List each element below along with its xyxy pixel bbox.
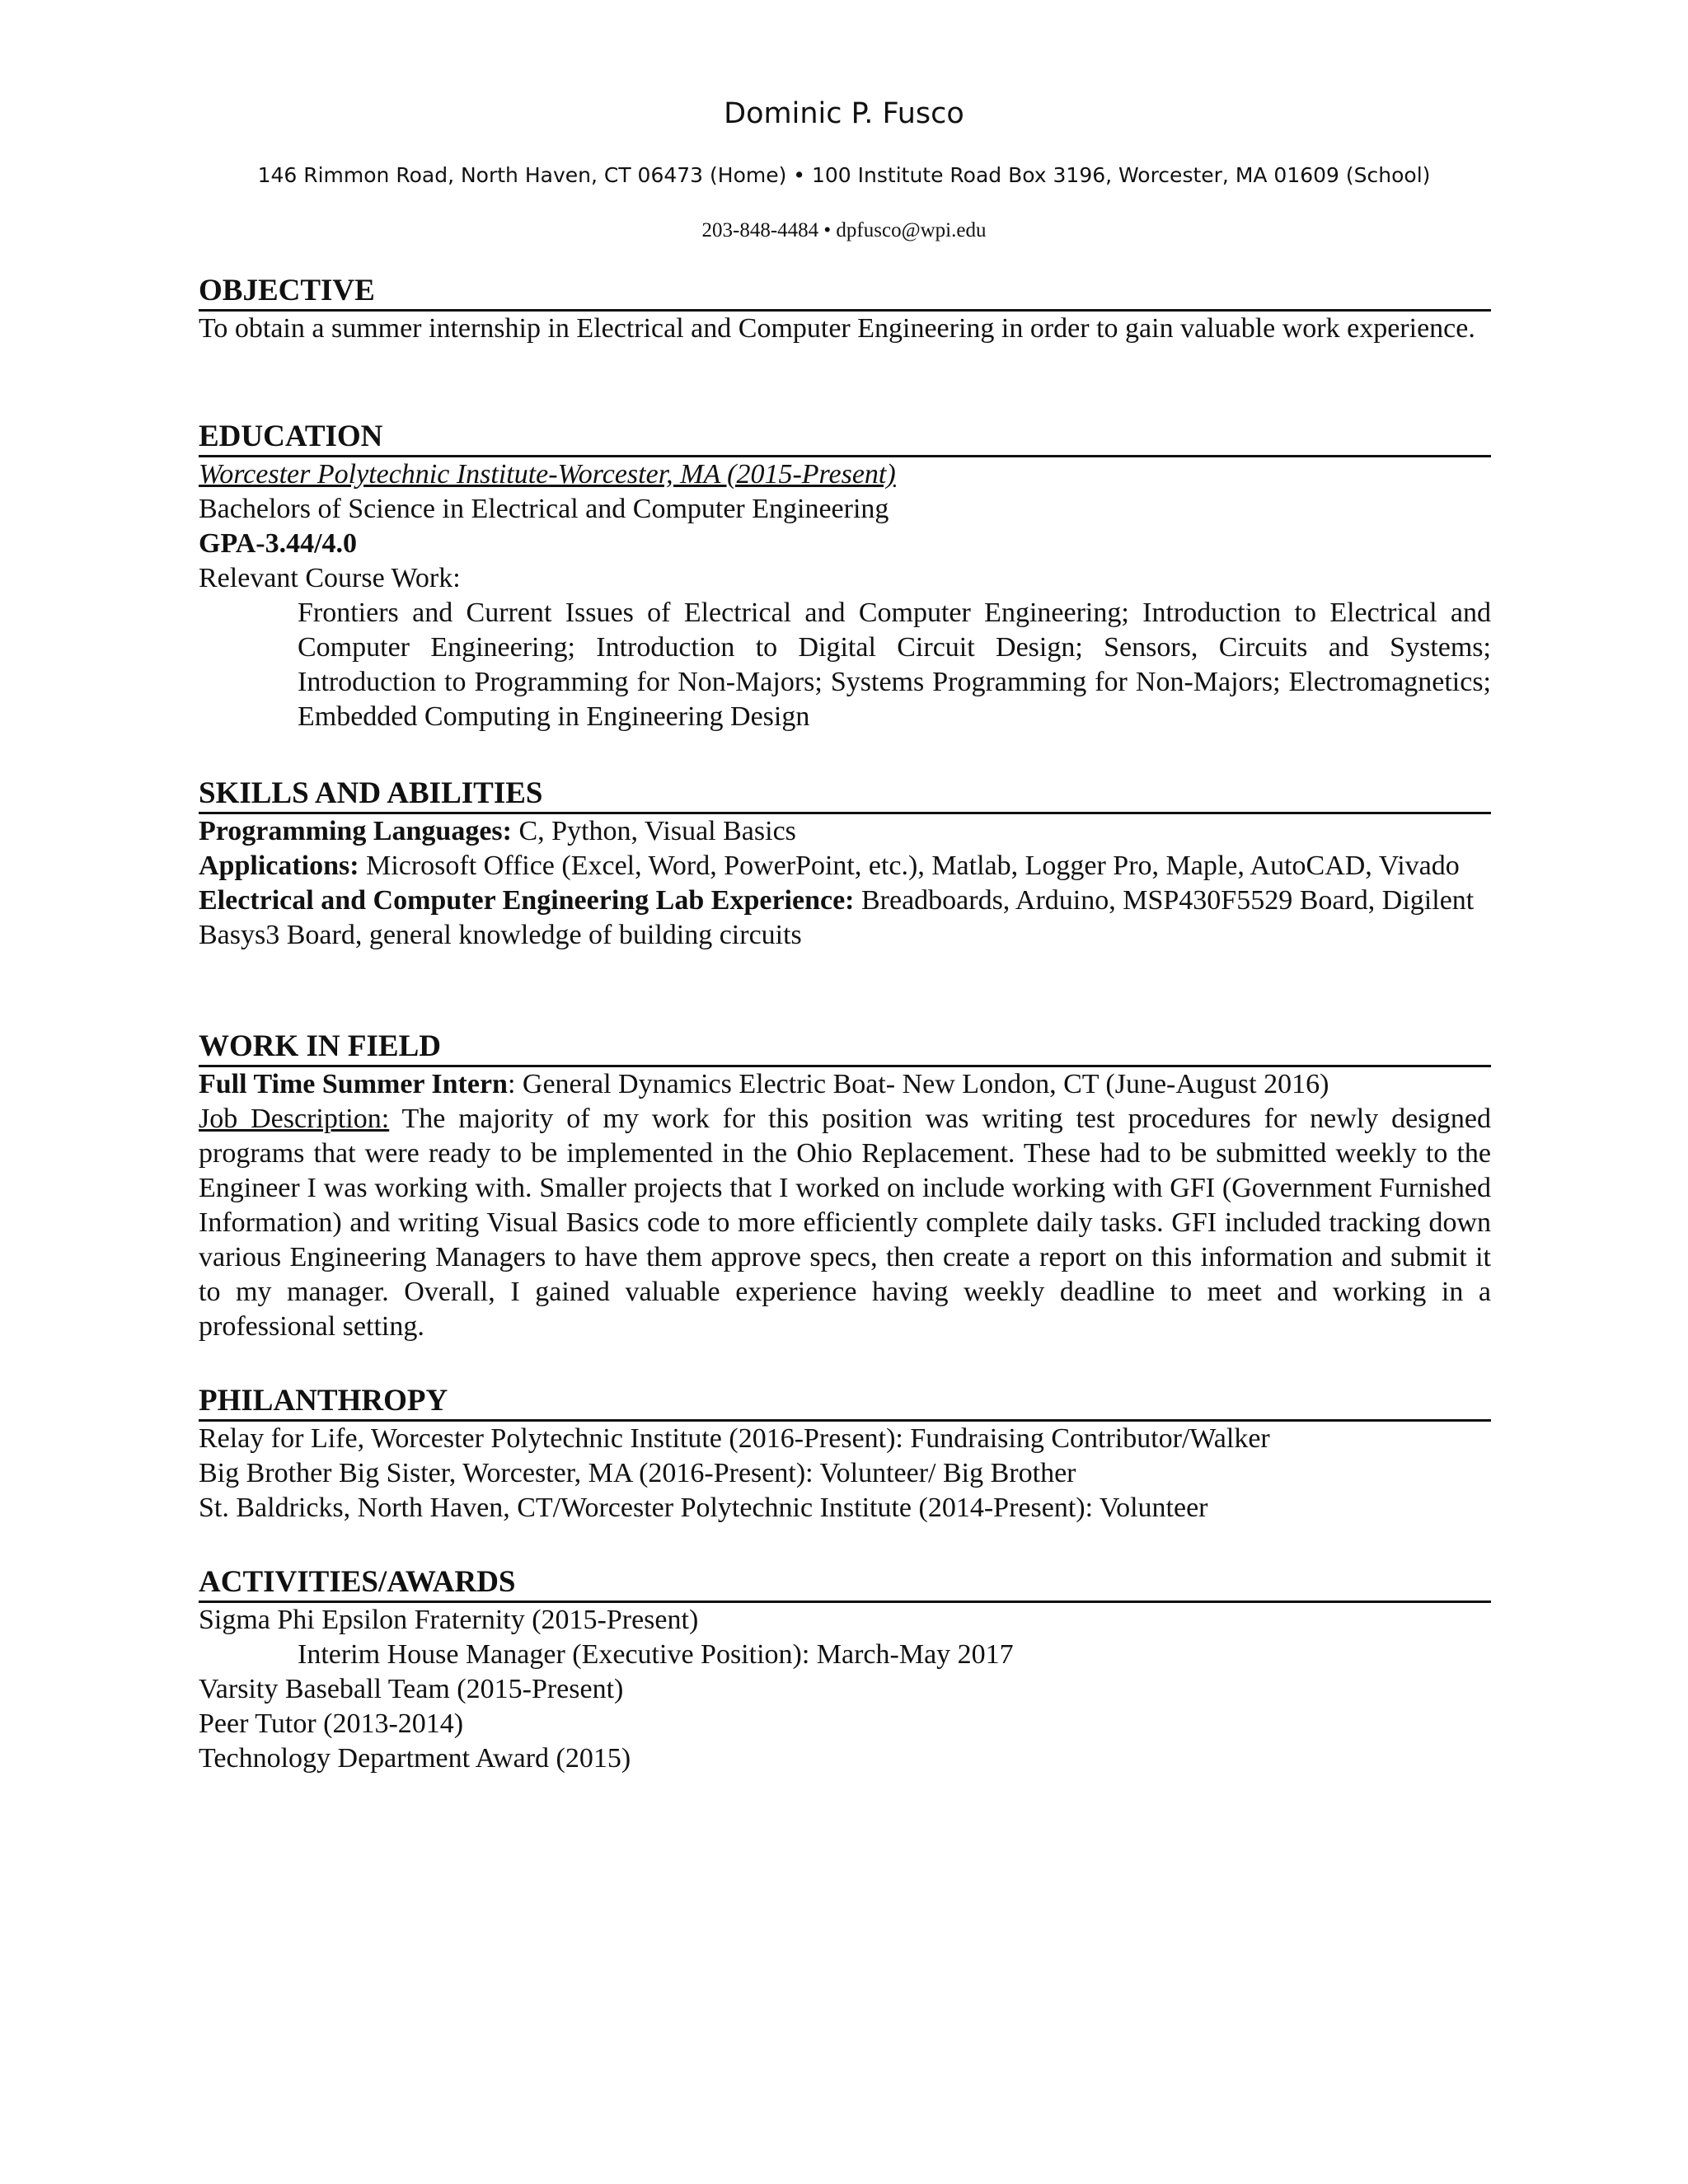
work-desc-label: Job Description: — [199, 1104, 390, 1134]
work-title: Full Time Summer Intern — [199, 1069, 508, 1099]
resume-name: Dominic P. Fusco — [724, 97, 964, 130]
activities-item: Technology Department Award (2015) — [199, 1743, 631, 1774]
education-school: Worcester Polytechnic Institute-Worcester, MA (2015-Present) — [199, 459, 896, 490]
work-section — [199, 1030, 1491, 1344]
skills-lab-value: Breadboards, Arduino, MSP430F5529 Board, Digilent Basys3 Board, general knowledge of building circuits — [199, 885, 1475, 950]
philanthropy-section — [199, 1385, 1491, 1526]
skills-applications — [199, 849, 1491, 883]
activities-item: Peer Tutor (2013-2014) — [199, 1708, 464, 1739]
activities-item: Varsity Baseball Team (2015-Present) — [199, 1674, 624, 1704]
resume-address: 146 Rimmon Road, North Haven, CT 06473 (Home) • 100 Institute Road Box 3196, Worcester, MA 01609 (School) — [257, 163, 1431, 187]
work-employer: : General Dynamics Electric Boat- New London, CT (June-August 2016) — [507, 1069, 1329, 1099]
work-position — [199, 1067, 1491, 1102]
work-description — [199, 1102, 1491, 1344]
philanthropy-item: Relay for Life, Worcester Polytechnic Institute (2016-Present): Fundraising Contributor/Walker — [199, 1423, 1270, 1454]
philanthropy-heading: PHILANTHROPY — [199, 1385, 1491, 1422]
skills-applications-value: Microsoft Office (Excel, Word, PowerPoint, etc.), Matlab, Logger Pro, Maple, AutoCAD, Vivado — [359, 851, 1460, 881]
skills-programming — [199, 814, 1491, 849]
education-coursework-label: Relevant Course Work: — [199, 563, 461, 593]
objective-section — [199, 274, 1491, 346]
skills-programming-value: C, Python, Visual Basics — [511, 816, 796, 846]
philanthropy-item: St. Baldricks, North Haven, CT/Worcester Polytechnic Institute (2014-Present): Volunteer — [199, 1493, 1208, 1523]
activities-item: Sigma Phi Epsilon Fraternity (2015-Present) — [199, 1605, 699, 1635]
education-heading: EDUCATION — [199, 420, 1491, 457]
skills-programming-label: Programming Languages: — [199, 816, 512, 846]
work-heading: WORK IN FIELD — [199, 1030, 1491, 1067]
work-desc-text: The majority of my work for this position was writing test procedures for newly designed programs that were ready to be implemented in the Ohio Replacement. These had to be submitted weekly to the Engineer I was working with. Smaller projects that I worked on include working with GFI (Government Furnished Information) and writing Visual Basics code to more efficiently complete daily tasks. GFI included tracking down various Engineering Managers to have them approve specs, then create a report on this information and submit it to my manager. Overall, I gained valuable experience having weekly deadline to meet and working in a professional setting. — [199, 1104, 1491, 1342]
activities-heading: ACTIVITIES/AWARDS — [199, 1566, 1491, 1603]
skills-section — [199, 777, 1491, 953]
education-coursework: Frontiers and Current Issues of Electrical and Computer Engineering; Introduction to Electrical and Computer Engineering; Introduction to Digital Circuit Design; Sensors, Circuits and Systems; Introduction to Programming for Non-Majors; Systems Programming for Non-Majors; Electromagnetics; Embedded Computing in Engineering Design — [298, 598, 1491, 732]
resume-contact: 203-848-4484 • dpfusco@wpi.edu — [701, 219, 987, 241]
activities-item: Interim House Manager (Executive Position): March-May 2017 — [298, 1639, 1014, 1670]
education-degree: Bachelors of Science in Electrical and Computer Engineering — [199, 494, 889, 524]
philanthropy-item: Big Brother Big Sister, Worcester, MA (2016-Present): Volunteer/ Big Brother — [199, 1458, 1076, 1488]
education-gpa: GPA-3.44/4.0 — [199, 528, 358, 559]
objective-heading: OBJECTIVE — [199, 274, 1491, 312]
skills-heading: SKILLS AND ABILITIES — [199, 777, 1491, 814]
activities-section — [199, 1566, 1491, 1776]
skills-lab — [199, 883, 1491, 953]
skills-lab-label: Electrical and Computer Engineering Lab Experience: — [199, 885, 855, 916]
objective-text: To obtain a summer internship in Electrical and Computer Engineering in order to gain valuable work experience. — [199, 313, 1475, 344]
education-section — [199, 420, 1491, 734]
skills-applications-label: Applications: — [199, 851, 359, 881]
